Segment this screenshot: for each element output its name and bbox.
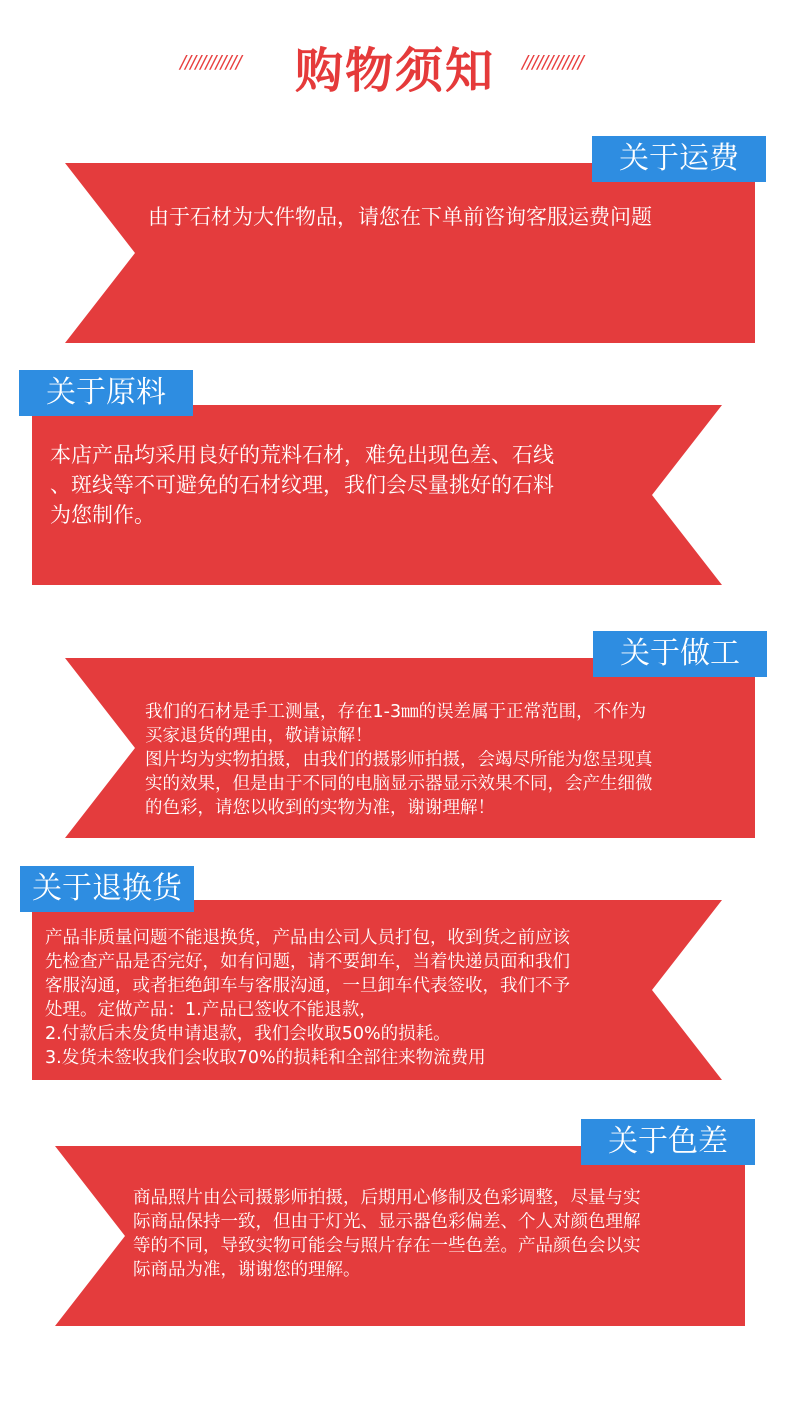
material-tag: 关于原料 <box>19 370 193 416</box>
page-title: 购物须知 <box>294 43 495 99</box>
shipping-banner <box>65 163 755 343</box>
returns-tag: 关于退换货 <box>20 866 194 912</box>
color-diff-tag: 关于色差 <box>581 1119 755 1165</box>
title-decoration-right: //////////// <box>522 52 583 73</box>
craft-tag: 关于做工 <box>593 631 767 677</box>
title-decoration-left: //////////// <box>180 52 241 73</box>
shipping-tag: 关于运费 <box>592 136 766 182</box>
returns-text: 产品非质量问题不能退换货，产品由公司人员打包，收到货之前应该 先检查产品是否完好，如有问题，请不要卸车，当着快递员面和我们 客服沟通，或者拒绝卸车与客服沟通，一旦卸车代表签收，我们不予 处理。定做产品：1.产品已签收不能退款， 2.付款后未发货申请退款，我们会收取50%的损耗。 3.发货未签收我们会收取70%的损耗和全部往来物流费用 <box>45 928 570 1068</box>
color-diff-text: 商品照片由公司摄影师拍摄，后期用心修制及色彩调整，尽量与实 际商品保持一致，但由于灯光、显示器色彩偏差、个人对颜色理解 等的不同，导致实物可能会与照片存在一些色差。产品颜色会以实 际商品为准，谢谢您的理解。 <box>133 1188 641 1280</box>
craft-text: 我们的石材是手工测量，存在1-3㎜的误差属于正常范围，不作为 买家退货的理由，敬请谅解！ 图片均为实物拍摄，由我们的摄影师拍摄，会竭尽所能为您呈现真 实的效果，但是由于不同的电脑显示器显示效果不同，会产生细微 的色彩，请您以收到的实物为准，谢谢理解！ <box>145 702 653 818</box>
page-header <box>0 30 790 100</box>
material-text: 本店产品均采用良好的荒料石材，难免出现色差、石线 、斑线等不可避免的石材纹理，我们会尽量挑好的石料 为您制作。 <box>50 443 554 527</box>
shipping-text: 由于石材为大件物品，请您在下单前咨询客服运费问题 <box>148 205 652 229</box>
